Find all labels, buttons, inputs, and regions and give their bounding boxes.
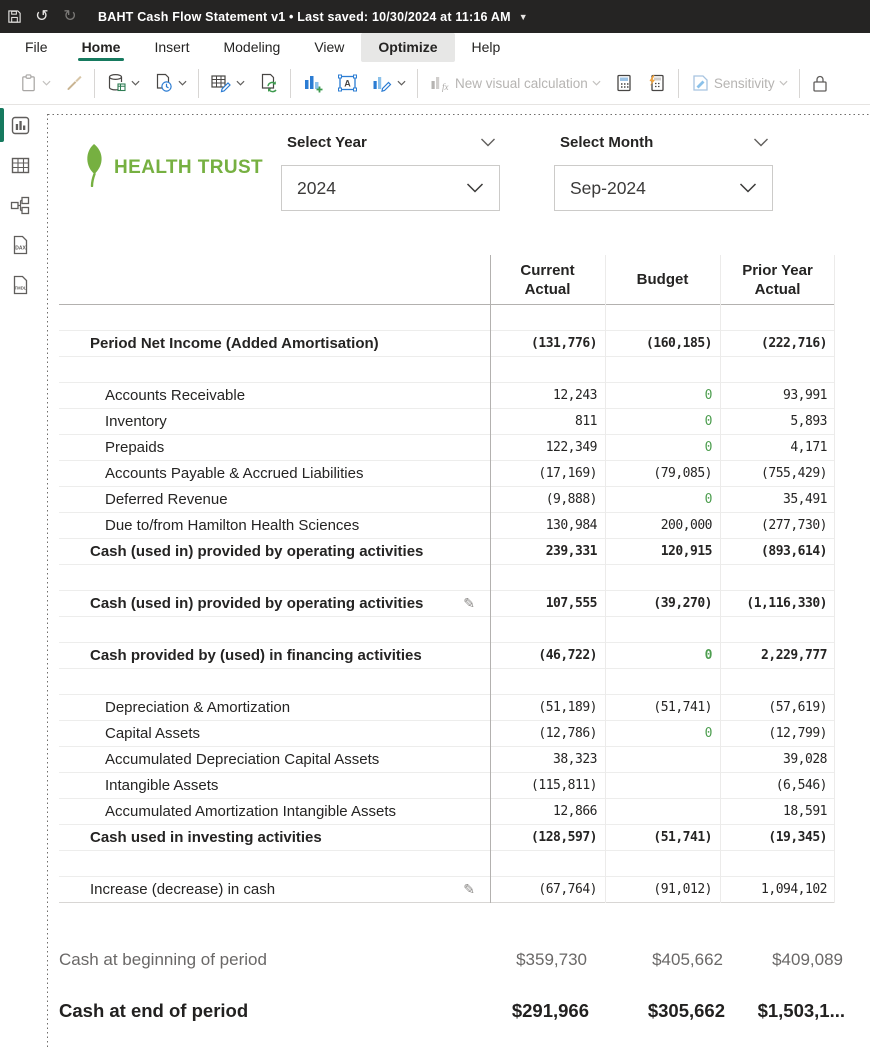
table-row	[59, 305, 835, 331]
save-icon	[7, 9, 22, 24]
table-row	[59, 539, 835, 565]
row-label: Cash provided by (used) in financing activities	[90, 647, 422, 664]
recent-sources-button[interactable]	[153, 73, 187, 93]
file-clock-icon	[153, 73, 174, 93]
cell-prior-year-actual: 18,591	[783, 804, 827, 819]
row-label: Inventory	[105, 413, 167, 430]
tmdl-view-button[interactable]	[0, 265, 40, 305]
cell-budget: 0	[704, 388, 712, 403]
cell-current-actual: 12,243	[553, 388, 597, 403]
row-label: Depreciation & Amortization	[105, 699, 291, 716]
table-row	[59, 773, 835, 799]
menu-tab-help[interactable]: Help	[471, 39, 501, 55]
table-row	[59, 877, 835, 903]
cell-current-actual: (17,169)	[538, 466, 597, 481]
table-row	[59, 331, 835, 357]
matrix-label-divider	[490, 255, 491, 903]
cell-current-actual: (115,811)	[531, 778, 597, 793]
cell-prior-year-actual: (1,116,330)	[746, 596, 827, 611]
redo-icon: ↻	[63, 7, 77, 25]
cell-prior-year-actual: (755,429)	[761, 466, 827, 481]
cell-budget: (51,741)	[653, 700, 712, 715]
cell-current-actual: (128,597)	[531, 830, 597, 845]
report-view-button[interactable]	[0, 105, 40, 145]
view-switcher-sidebar	[0, 105, 40, 1050]
paste-button[interactable]	[19, 73, 51, 93]
row-label: Accumulated Amortization Intangible Assets	[105, 803, 396, 820]
quick-measure-button[interactable]	[647, 73, 667, 93]
row-label: Due to/from Hamilton Health Sciences	[105, 517, 360, 534]
edit-pencil-icon[interactable]: ✎	[463, 881, 475, 897]
chevron-down-icon	[178, 80, 187, 86]
menu-tab-insert[interactable]: Insert	[154, 39, 190, 55]
cash-end-row	[59, 1000, 859, 1026]
brand-name: HEALTH TRUST	[114, 157, 264, 178]
cell-current-actual: (46,722)	[538, 648, 597, 663]
calculator-icon	[614, 73, 634, 93]
cell-prior-year-actual: (57,619)	[768, 700, 827, 715]
cell-prior-year-actual: 2,229,777	[761, 648, 827, 663]
cell-current-actual: (12,786)	[538, 726, 597, 741]
edit-pencil-icon[interactable]: ✎	[463, 595, 475, 611]
table-view-button[interactable]	[0, 145, 40, 185]
chevron-down-icon	[592, 80, 601, 86]
table-pencil-icon	[210, 73, 232, 93]
month-dropdown[interactable]	[554, 165, 773, 211]
svg-text:fx: fx	[442, 82, 449, 92]
month-slicer-title: Select Month	[560, 133, 654, 151]
cash-flow-matrix	[59, 255, 835, 903]
month-dropdown-value: Sep-2024	[570, 177, 646, 198]
database-icon	[106, 73, 127, 93]
summary-value: $359,730	[516, 950, 587, 969]
document-title: BAHT Cash Flow Statement v1 • Last saved: 10/30/2024 at 11:16 AM	[98, 9, 511, 24]
matrix-gridline	[720, 255, 721, 903]
cell-current-actual: (131,776)	[531, 336, 597, 351]
year-slicer	[281, 131, 500, 211]
table-row	[59, 591, 835, 617]
cell-prior-year-actual: (277,730)	[761, 518, 827, 533]
table-row	[59, 695, 835, 721]
new-visual-calculation-label: New visual calculation	[455, 75, 588, 91]
table-row	[59, 617, 835, 643]
chart-pencil-icon	[371, 73, 393, 93]
cell-prior-year-actual: 5,893	[790, 414, 827, 429]
summary-value: $1,503,1...	[757, 1000, 845, 1021]
row-label: Period Net Income (Added Amortisation)	[90, 335, 379, 352]
cell-budget: (39,270)	[653, 596, 712, 611]
sensitivity-label-icon	[690, 73, 710, 93]
menu-tab-modeling[interactable]: Modeling	[223, 39, 281, 55]
table-row	[59, 799, 835, 825]
fx-chart-icon	[429, 73, 451, 93]
summary-label: Cash at beginning of period	[59, 950, 267, 969]
table-row	[59, 513, 835, 539]
cell-budget: (160,185)	[646, 336, 712, 351]
cell-prior-year-actual: (12,799)	[768, 726, 827, 741]
table-row	[59, 409, 835, 435]
matrix-header-row	[59, 255, 835, 305]
report-canvas	[48, 115, 870, 1050]
row-label: Cash used in investing activities	[90, 829, 322, 846]
table-row	[59, 461, 835, 487]
undo-button[interactable]	[28, 4, 56, 30]
transform-data-button[interactable]	[210, 73, 245, 93]
table-row	[59, 357, 835, 383]
cell-prior-year-actual: 39,028	[783, 752, 827, 767]
month-slicer	[554, 131, 773, 211]
brand-logo	[80, 143, 263, 187]
table-row	[59, 565, 835, 591]
row-label: Deferred Revenue	[105, 491, 228, 508]
cell-budget: 0	[704, 492, 712, 507]
cell-budget: 0	[704, 440, 712, 455]
chevron-down-icon	[131, 80, 140, 86]
text-box-button[interactable]	[337, 73, 358, 93]
svg-text:TMDL: TMDL	[14, 285, 26, 291]
model-view-button[interactable]	[0, 185, 40, 225]
new-measure-button[interactable]	[614, 73, 634, 93]
cell-current-actual: 12,866	[553, 804, 597, 819]
format-painter-button[interactable]	[64, 74, 83, 93]
cell-current-actual: 38,323	[553, 752, 597, 767]
clipboard-icon	[19, 73, 38, 93]
chevron-down-icon	[466, 183, 484, 193]
chevron-down-icon[interactable]	[753, 138, 769, 147]
cell-prior-year-actual: (222,716)	[761, 336, 827, 351]
calculator-lightning-icon	[647, 73, 667, 93]
column-header-prior-year-actual: Prior Year Actual	[742, 261, 813, 298]
model-view-icon	[10, 196, 30, 215]
summary-label: Cash at end of period	[59, 1000, 249, 1021]
cell-current-actual: (9,888)	[545, 492, 597, 507]
cell-budget: (91,012)	[653, 882, 712, 897]
matrix-gridline	[605, 255, 606, 903]
lock-icon	[811, 73, 829, 93]
row-label: Accounts Payable & Accrued Liabilities	[105, 465, 364, 482]
cell-current-actual: 239,331	[545, 544, 597, 559]
save-button[interactable]	[0, 4, 28, 30]
summary-value: $291,966	[511, 1000, 589, 1021]
table-row	[59, 383, 835, 409]
cell-current-actual: 130,984	[545, 518, 597, 533]
svg-text:DAX: DAX	[14, 245, 26, 252]
row-label: Cash (used in) provided by operating activities	[90, 595, 424, 612]
cell-budget: (79,085)	[653, 466, 712, 481]
row-label: Increase (decrease) in cash	[90, 881, 276, 898]
cell-prior-year-actual: (6,546)	[775, 778, 827, 793]
table-row	[59, 825, 835, 851]
column-header-budget: Budget	[636, 271, 689, 288]
matrix-body	[59, 305, 835, 903]
cell-budget: 200,000	[660, 518, 712, 533]
table-view-icon	[11, 156, 30, 175]
chevron-down-icon	[739, 183, 757, 193]
year-slicer-title: Select Year	[287, 133, 367, 151]
text-box-icon	[337, 73, 358, 93]
cell-budget: 0	[704, 648, 712, 663]
new-visual-calculation-button[interactable]	[429, 73, 601, 93]
matrix-gridline	[834, 255, 835, 903]
cell-budget: (51,741)	[653, 830, 712, 845]
menu-tab-file[interactable]: File	[25, 39, 48, 55]
summary-value: $409,089	[772, 950, 843, 969]
publish-lock-button[interactable]	[811, 73, 829, 93]
leaf-icon	[80, 143, 107, 187]
row-label: Accumulated Depreciation Capital Assets	[105, 751, 380, 768]
menu-tab-optimize[interactable]: Optimize	[361, 33, 454, 62]
refresh-icon	[258, 73, 279, 93]
chart-plus-icon	[302, 73, 324, 93]
cell-prior-year-actual: 4,171	[790, 440, 827, 455]
cell-current-actual: 811	[575, 414, 597, 429]
undo-icon: ↺	[35, 7, 49, 25]
row-label: Intangible Assets	[105, 777, 219, 794]
refresh-button[interactable]	[258, 73, 279, 93]
paintbrush-icon	[64, 74, 83, 93]
dax-query-view-button[interactable]	[0, 225, 40, 265]
table-row	[59, 435, 835, 461]
table-row	[59, 721, 835, 747]
row-label: Accounts Receivable	[105, 387, 246, 404]
redo-button[interactable]	[56, 4, 84, 30]
table-row	[59, 487, 835, 513]
table-row	[59, 669, 835, 695]
cell-budget: 120,915	[660, 544, 712, 559]
cell-prior-year-actual: 93,991	[783, 388, 827, 403]
svg-text:A: A	[344, 78, 351, 89]
cell-current-actual: 107,555	[545, 596, 597, 611]
table-row	[59, 747, 835, 773]
new-visual-button[interactable]	[302, 73, 324, 93]
menu-tab-home[interactable]: Home	[65, 33, 138, 62]
cash-beginning-row	[59, 950, 859, 976]
title-bar	[0, 0, 870, 33]
report-view-icon	[11, 116, 30, 135]
row-label: Prepaids	[105, 439, 165, 456]
cell-budget: 0	[704, 414, 712, 429]
year-dropdown[interactable]	[281, 165, 500, 211]
chevron-down-icon	[236, 80, 245, 86]
table-row	[59, 851, 835, 877]
cell-prior-year-actual: (19,345)	[768, 830, 827, 845]
more-visuals-button[interactable]	[371, 73, 406, 93]
chevron-down-icon	[779, 80, 788, 86]
row-label: Cash (used in) provided by operating activities	[90, 543, 424, 560]
chevron-down-icon	[397, 80, 406, 86]
menu-tab-view[interactable]: View	[314, 39, 345, 55]
summary-value: $405,662	[652, 950, 723, 969]
summary-value: $305,662	[647, 1000, 725, 1021]
cell-prior-year-actual: 1,094,102	[761, 882, 827, 897]
sensitivity-button[interactable]	[690, 73, 788, 93]
get-data-button[interactable]	[106, 73, 140, 93]
row-label: Capital Assets	[105, 725, 201, 742]
cell-budget: 0	[704, 726, 712, 741]
year-dropdown-value: 2024	[297, 177, 336, 198]
ribbon-tabs	[0, 33, 870, 62]
tmdl-view-icon	[11, 275, 30, 295]
cell-current-actual: (51,189)	[538, 700, 597, 715]
cell-current-actual: (67,764)	[538, 882, 597, 897]
cell-prior-year-actual: 35,491	[783, 492, 827, 507]
ribbon-toolbar	[0, 62, 870, 105]
column-header-current-actual: Current Actual	[520, 261, 575, 298]
table-row	[59, 643, 835, 669]
sensitivity-label: Sensitivity	[713, 75, 775, 91]
title-dropdown-caret-icon[interactable]: ▼	[518, 11, 528, 22]
chevron-down-icon	[42, 80, 51, 86]
dax-query-view-icon	[11, 235, 30, 255]
cell-prior-year-actual: (893,614)	[761, 544, 827, 559]
chevron-down-icon[interactable]	[480, 138, 496, 147]
cell-current-actual: 122,349	[545, 440, 597, 455]
